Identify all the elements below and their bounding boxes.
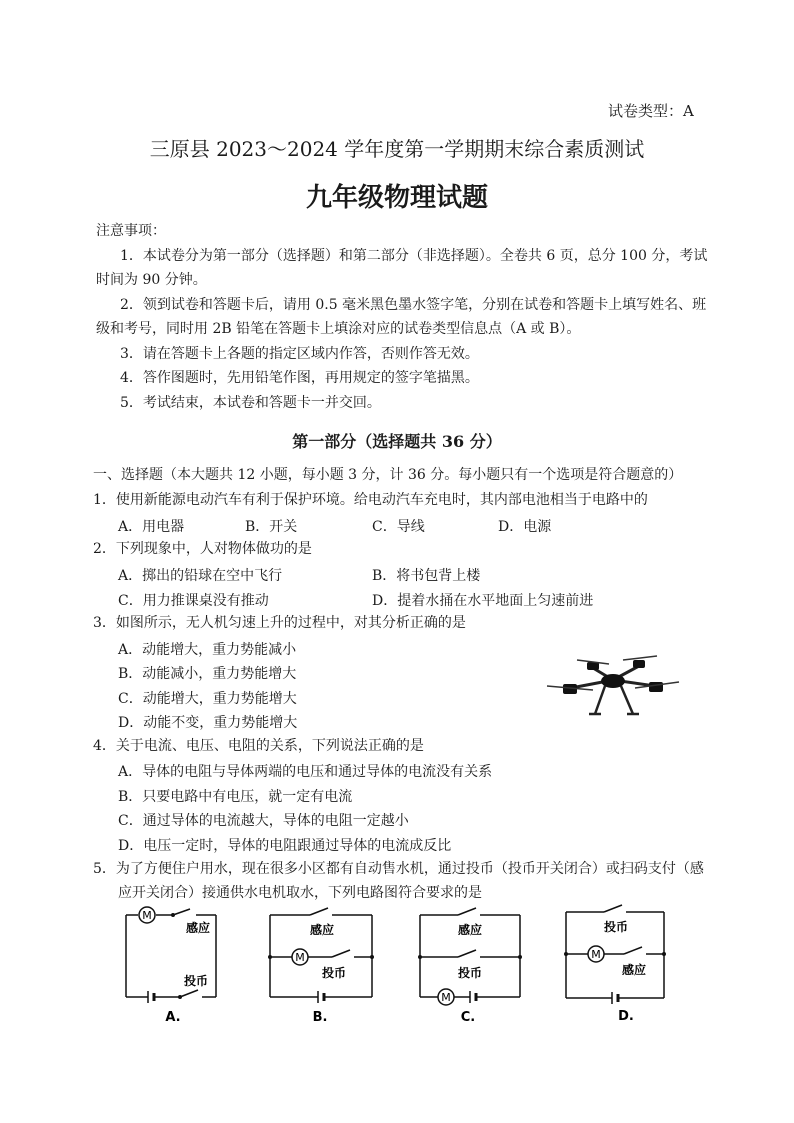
notice-item-3: 3．请在答题卡上各题的指定区域内作答，否则作答无效。: [120, 346, 479, 362]
question-3-stem: 3．如图所示，无人机匀速上升的过程中，对其分析正确的是: [93, 615, 466, 631]
coin-switch-label: 投币: [321, 966, 347, 980]
question-5-stem-cont: 应开关闭合）接通供水电机取水，下列电路图符合要求的是: [118, 885, 482, 901]
notice-item-5: 5．考试结束，本试卷和答题卡一并交回。: [120, 395, 381, 411]
notice-heading: 注意事项：: [96, 223, 166, 239]
coin-switch-label: 投币: [457, 966, 483, 980]
subject-title: 九年级物理试题: [305, 183, 488, 213]
q1-option-d: D．电源: [498, 519, 552, 535]
exam-title: 三原县 2023～2024 学年度第一学期期末综合素质测试: [149, 137, 645, 161]
notice-item-2: 2．领到试卷和答题卡后，请用 0.5 毫米黑色墨水签字笔，分别在试卷和答题卡上填写姓名、班: [120, 297, 707, 313]
notice-item-2-cont: 级和考号，同时用 2B 铅笔在答题卡上填涂对应的试卷类型信息点（A 或 B）。: [96, 321, 581, 337]
sense-switch-label: 感应: [621, 963, 647, 977]
sense-switch-label: 感应: [457, 923, 483, 937]
q1-option-b: B．开关: [245, 519, 298, 535]
question-5-stem: 5．为了方便住户用水，现在很多小区都有自动售水机，通过投币（投币开关闭合）或扫码支付（感: [93, 861, 704, 877]
circuit-label-a: A.: [165, 1010, 181, 1025]
q4-option-a: A．导体的电阻与导体两端的电压和通过导体的电流没有关系: [118, 764, 493, 780]
drone-image: [543, 650, 683, 722]
circuit-diagram-b: [262, 905, 382, 1025]
section-title: 第一部分（选择题共 36 分）: [292, 432, 502, 451]
coin-switch-label: 投币: [183, 974, 209, 988]
question-1-stem: 1．使用新能源电动汽车有利于保护环境。给电动汽车充电时，其内部电池相当于电路中的: [93, 492, 648, 508]
q2-option-b: B．将书包背上楼: [372, 568, 481, 584]
sense-switch-label: 感应: [309, 923, 335, 937]
motor-symbol: M: [295, 951, 305, 964]
notice-item-4: 4．答作图题时，先用铅笔作图，再用规定的签字笔描黑。: [120, 370, 479, 386]
q1-option-c: C．导线: [372, 519, 425, 535]
circuit-diagram-d: [558, 902, 678, 1026]
circuit-diagram-c: [412, 905, 532, 1025]
q2-option-a: A．掷出的铅球在空中飞行: [118, 568, 283, 584]
coin-switch-label: 投币: [603, 920, 629, 934]
q2-option-c: C．用力推课桌没有推动: [118, 593, 269, 609]
circuit-diagram-a: [118, 905, 228, 1025]
motor-symbol: M: [591, 948, 601, 961]
motor-symbol: M: [441, 991, 451, 1004]
question-4-stem: 4．关于电流、电压、电阻的关系，下列说法正确的是: [93, 738, 424, 754]
question-2-stem: 2．下列现象中，人对物体做功的是: [93, 541, 312, 557]
notice-item-1: 1．本试卷分为第一部分（选择题）和第二部分（非选择题）。全卷共 6 页，总分 100 分，考试: [120, 248, 708, 264]
q3-option-a: A．动能增大，重力势能减小: [118, 642, 297, 658]
circuit-label-d: D.: [618, 1009, 634, 1024]
motor-symbol: M: [142, 909, 152, 922]
q3-option-b: B．动能减小，重力势能增大: [118, 666, 297, 682]
paper-type-label: 试卷类型：A: [608, 102, 694, 120]
circuit-label-b: B.: [312, 1010, 328, 1025]
sense-switch-label: 感应: [185, 921, 211, 935]
section-instructions: 一、选择题（本大题共 12 小题，每小题 3 分，计 36 分。每小题只有一个选项是符合题意的）: [93, 467, 683, 483]
q3-option-d: D．动能不变，重力势能增大: [118, 715, 298, 731]
q3-option-c: C．动能增大，重力势能增大: [118, 691, 297, 707]
q2-option-d: D．提着水捅在水平地面上匀速前进: [372, 593, 594, 609]
q4-option-b: B．只要电路中有电压，就一定有电流: [118, 789, 353, 805]
notice-item-1-cont: 时间为 90 分钟。: [96, 272, 207, 288]
q1-option-a: A．用电器: [118, 519, 185, 535]
q4-option-c: C．通过导体的电流越大，导体的电阻一定越小: [118, 813, 409, 829]
circuit-label-c: C.: [460, 1010, 476, 1025]
q4-option-d: D．电压一定时，导体的电阻跟通过导体的电流成反比: [118, 838, 452, 854]
